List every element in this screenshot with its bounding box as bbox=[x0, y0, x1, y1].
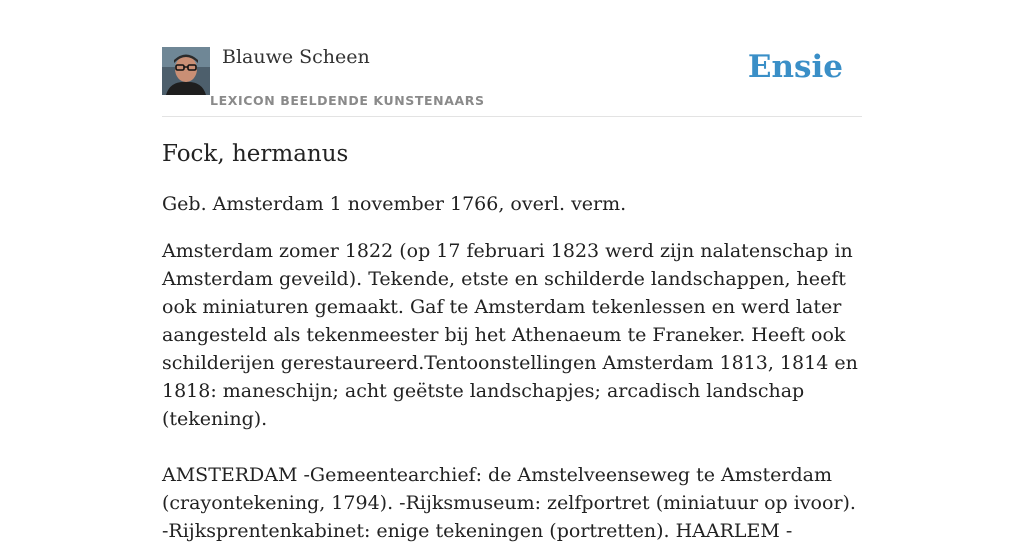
article-body: Amsterdam zomer 1822 (op 17 februari 1823 werd zijn nalatenschap in Amsterdam geveild). Tekende, etste en schilderde landschappen, heeft ook miniaturen gemaakt. Gaf te Amsterdam tekenlessen en werd later aangesteld als tekenmeester bij het Athenaeum te Franeker. Heeft ook schilderijen gerestaureerd.Tentoonstellingen Amsterdam 1813, 1814 en 1818: maneschijn; acht geëtste landschapjes; arcadisch landschap (tekening). AMSTERDAM -Gemeentearchief: de Amstelveenseweg te Amsterdam (crayontekening, 1794). -Rijksmuseum: zelfportret (miniatuur op ivoor). -Rijksprentenkabinet: enige tekeningen (portretten). HAARLEM - bbox=[162, 240, 858, 542]
article-lead: Geb. Amsterdam 1 november 1766, overl. verm. bbox=[162, 193, 627, 215]
author-name[interactable]: Blauwe Scheen bbox=[222, 46, 370, 68]
article-title: Fock, hermanus bbox=[162, 141, 349, 167]
author-avatar[interactable] bbox=[162, 47, 210, 95]
site-subtitle[interactable]: LEXICON BEELDENDE KUNSTENAARS bbox=[210, 93, 485, 108]
article bbox=[162, 138, 862, 545]
header bbox=[162, 46, 862, 117]
avatar-photo bbox=[162, 47, 210, 95]
ensie-logo[interactable]: Ensie bbox=[747, 49, 843, 85]
